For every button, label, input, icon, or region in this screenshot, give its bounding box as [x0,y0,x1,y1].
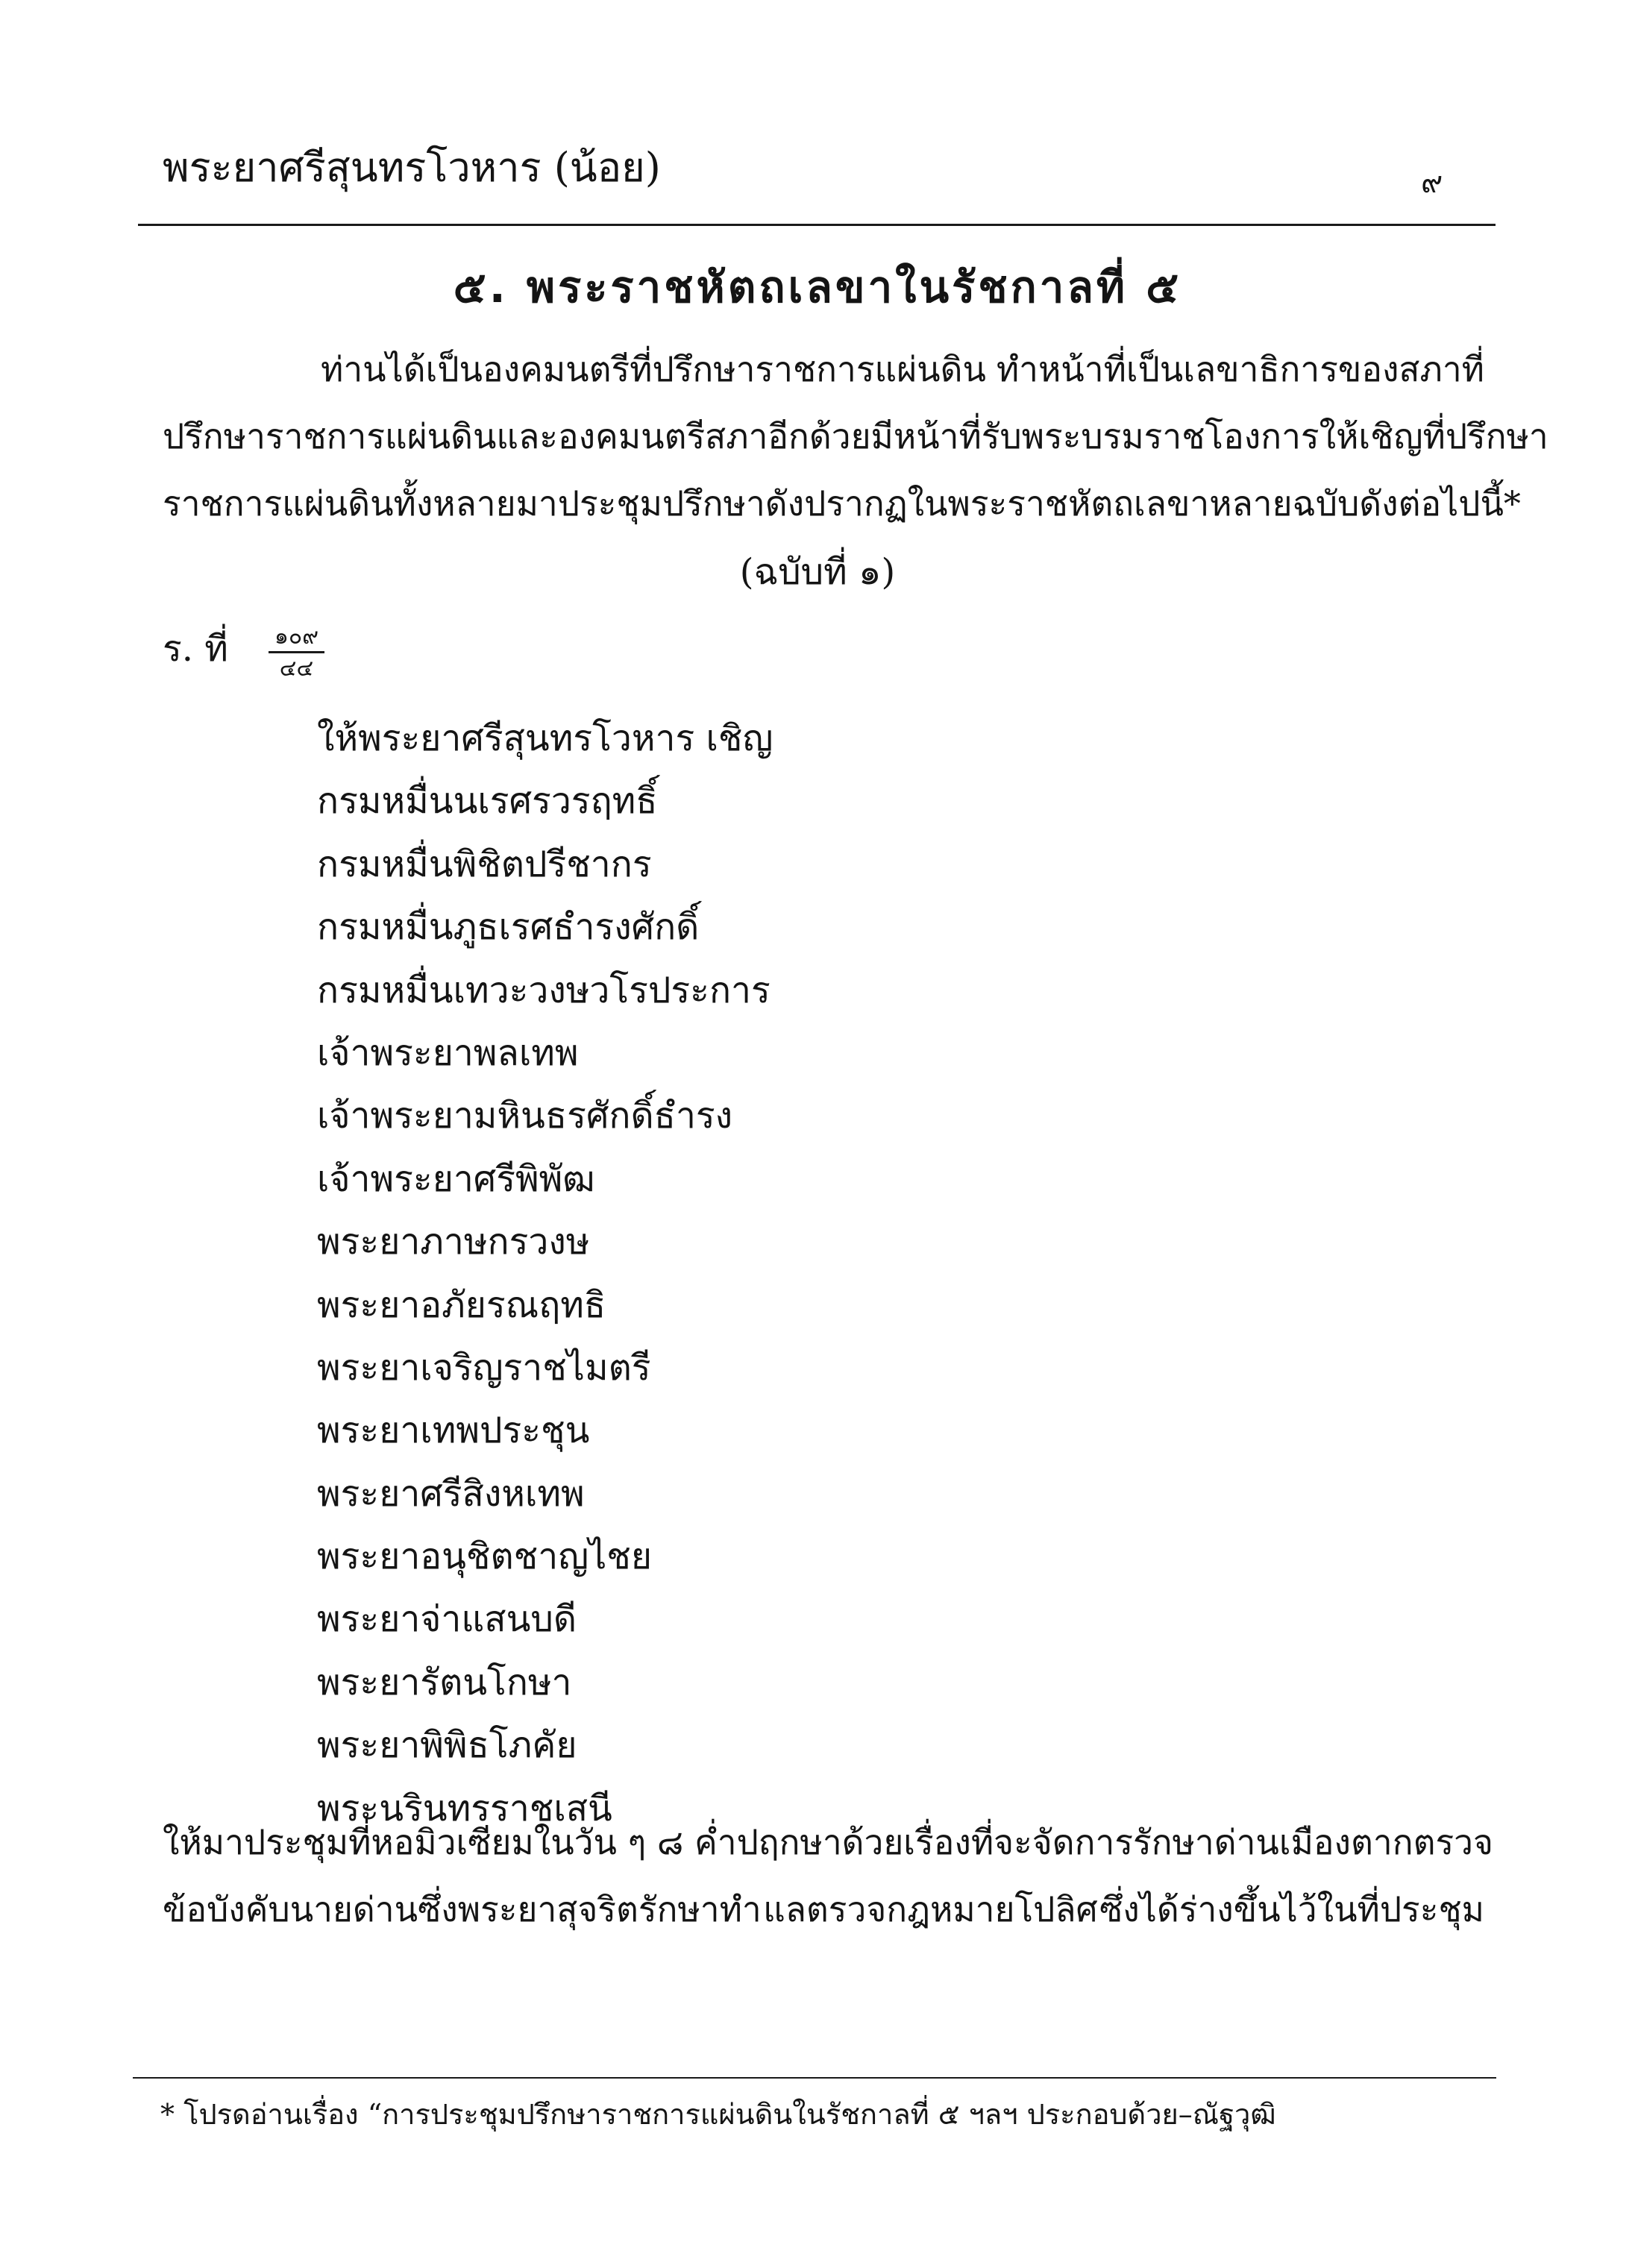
list-item: พระยาอนุชิตชาญไชย [317,1536,652,1578]
edition-heading: (ฉบับที่ ๑) [739,551,896,593]
page-number: ๙ [1421,166,1443,200]
footnote-rule [133,2077,1496,2079]
list-item: พระยาศรีสิงหเทพ [317,1472,585,1515]
list-item: พระยาภาษกรวงษ [317,1221,590,1263]
list-item: เจ้าพระยาพลเทพ [317,1031,579,1074]
closing-line-2-part-2: แลตรวจกฎหมายโปลิศ [763,1889,1098,1929]
list-item: พระนรินทรราชเสนี [317,1787,612,1829]
list-item: เจ้าพระยาศรีพิพัฒ [317,1157,595,1200]
reference-fraction [269,623,324,685]
list-item: กรมหมื่นภูธเรศธำรงศักดิ์ [317,906,700,949]
list-item: เจ้าพระยามหินธรศักดิ์ธำรง [317,1095,733,1137]
list-item: พระยาเจริญราชไมตรี [317,1346,651,1389]
closing-line-1-part-1: ให้มาประชุมที่หอมิวเซียมในวัน ๆ ๘ ค่ำ [163,1822,737,1862]
closing-line-1 [163,1820,1493,1865]
intro-line-3 [163,481,1521,526]
list-item: พระยาอภัยรณฤทธิ [317,1284,606,1326]
list-item: กรมหมื่นเทวะวงษวโรประการ [317,969,771,1011]
running-head: พระยาศรีสุนทรโวหาร (น้อย) [163,144,661,191]
closing-line-2-part-3: ซึ่งได้ร่างขึ้นไว้ในที่ประชุม [1099,1889,1484,1929]
intro-line-3-part-2: ดังต่อไปนี้* [1359,483,1521,524]
list-item: พระยาเทพประชุน [317,1410,590,1452]
intro-line-2 [163,414,1548,459]
list-item: พระยาจ่าแสนบดี [317,1598,577,1641]
closing-line-2 [163,1887,1484,1932]
intro-line-1 [321,347,1484,392]
intro-line-1-part-1: ท่านได้เป็นองคมนตรีที่ปรึกษาราชการแผ่นดิน [321,349,986,389]
list-item: กรมหมื่นนเรศรวรฤทธิ์ [317,780,658,823]
chapter-title: ๕. พระราชหัตถเลขาในรัชกาลที่ ๕ [453,262,1182,312]
list-item: ให้พระยาศรีสุนทรโวหาร เชิญ [317,717,773,759]
intro-line-2-part-2: มีหน้าที่รับพระบรมราชโองการให้เชิญที่ปรึกษา [870,416,1548,456]
closing-line-1-part-2: ปฤกษาด้วยเรื่องที่จะจัดการรักษาด่านเมืองตากตรวจ [736,1822,1493,1862]
list-item: พระยารัตนโกษา [317,1661,572,1703]
reference-numerator: ๑๐๙ [269,623,324,653]
intro-line-1-part-2: ทำหน้าที่เป็นเลขาธิการของสภาที่ [996,349,1484,389]
closing-line-2-part-1: ข้อบังคับนายด่านซึ่งพระยาสุจริตรักษาทำ [163,1889,762,1929]
header-rule [138,224,1496,226]
list-item: กรมหมื่นพิชิตปรีชากร [317,843,652,885]
intro-line-3-part-1: ราชการแผ่นดินทั้งหลายมาประชุมปรึกษาดังปรากฏในพระราชหัตถเลขาหลายฉบับ [163,483,1360,524]
list-item: พระยาพิพิธโภคัย [317,1724,577,1767]
intro-line-2-part-1: ปรึกษาราชการแผ่นดินและองคมนตรีสภาอีกด้วย [163,416,871,456]
footnote: * โปรดอ่านเรื่อง “การประชุมปรึกษาราชการแผ่นดินในรัชกาลที่ ๕ ฯลฯ ประกอบด้วย–ณัฐวุฒิ [160,2098,1276,2131]
invitee-list [317,712,773,1845]
reference-prefix: ร. ที่ [163,628,228,670]
reference-denominator: ๔๔ [279,656,314,682]
